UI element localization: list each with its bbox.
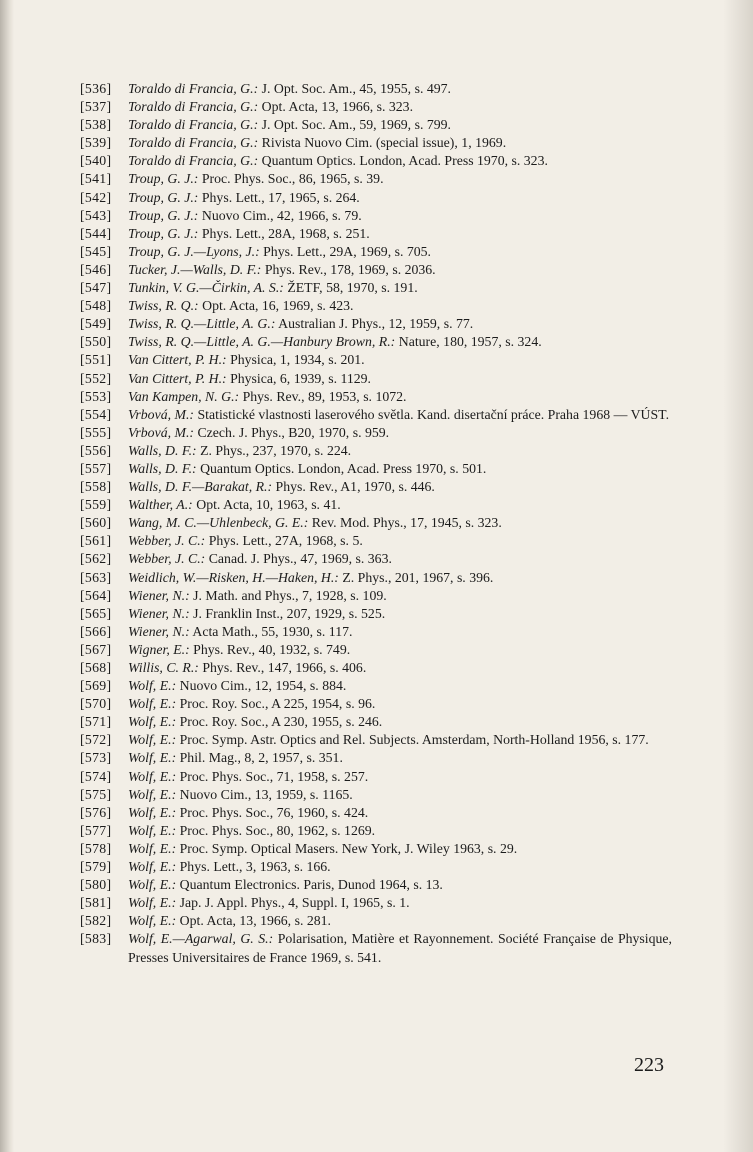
reference-source: Proc. Symp. Optical Masers. New York, J. Wiley 1963, s. 29. <box>176 840 518 856</box>
reference-source: Phys. Lett., 28A, 1968, s. 251. <box>198 225 370 241</box>
reference-text <box>128 134 672 152</box>
reference-text <box>128 677 672 695</box>
reference-number: [551] <box>80 352 112 368</box>
reference-author: Troup, G. J.: <box>128 171 199 187</box>
reference-author: Wolf, E.: <box>128 859 177 875</box>
reference-author: Vrbová, M.: <box>128 406 195 422</box>
reference-number: [573] <box>80 750 112 766</box>
reference-number: [552] <box>80 370 112 386</box>
reference-author: Tunkin, V. G.—Čirkin, A. S.: <box>128 280 284 296</box>
reference-source: Australian J. Phys., 12, 1959, s. 77. <box>275 316 474 332</box>
reference-author: Wolf, E.: <box>128 913 177 929</box>
reference-text <box>128 207 672 225</box>
reference-author: Wolf, E.—Agarwal, G. S.: <box>128 931 274 947</box>
reference-source: Proc. Phys. Soc., 80, 1962, s. 1269. <box>176 822 376 838</box>
reference-list <box>80 80 672 967</box>
reference-text <box>128 786 672 804</box>
reference-entry <box>80 80 672 98</box>
reference-text <box>128 713 672 731</box>
reference-entry <box>80 659 672 677</box>
reference-entry <box>80 894 672 912</box>
reference-source: J. Math. and Phys., 7, 1928, s. 109. <box>189 587 387 603</box>
reference-author: Twiss, R. Q.—Little, A. G.: <box>128 316 276 332</box>
reference-number: [548] <box>80 298 112 314</box>
reference-text <box>128 243 672 261</box>
reference-entry <box>80 207 672 225</box>
reference-number: [570] <box>80 696 112 712</box>
reference-source: Rivista Nuovo Cim. (special issue), 1, 1969. <box>258 135 507 151</box>
reference-entry <box>80 804 672 822</box>
reference-author: Wolf, E.: <box>128 840 177 856</box>
reference-number: [538] <box>80 117 112 133</box>
reference-text <box>128 80 672 98</box>
reference-author: Tucker, J.—Walls, D. F.: <box>128 261 262 277</box>
reference-number: [546] <box>80 261 112 277</box>
reference-number: [560] <box>80 515 112 531</box>
reference-author: Twiss, R. Q.: <box>128 298 199 314</box>
reference-entry <box>80 406 672 424</box>
reference-text <box>128 876 672 894</box>
reference-text <box>128 587 672 605</box>
reference-source: Phil. Mag., 8, 2, 1957, s. 351. <box>176 750 343 766</box>
reference-text <box>128 351 672 369</box>
reference-number: [581] <box>80 895 112 911</box>
reference-text <box>128 659 672 677</box>
reference-entry <box>80 840 672 858</box>
reference-source: Acta Math., 55, 1930, s. 117. <box>189 623 353 639</box>
reference-source: Rev. Mod. Phys., 17, 1945, s. 323. <box>308 515 502 531</box>
reference-entry <box>80 731 672 749</box>
reference-author: Wolf, E.: <box>128 895 177 911</box>
reference-entry <box>80 388 672 406</box>
reference-source: Polarisation, Matière et Rayonnement. Société Française de Physique, Presses Universitaires de France 1969, s. 541. <box>128 931 672 965</box>
reference-number: [571] <box>80 714 112 730</box>
reference-entry <box>80 713 672 731</box>
reference-text <box>128 623 672 641</box>
reference-text <box>128 424 672 442</box>
reference-number: [569] <box>80 678 112 694</box>
reference-number: [544] <box>80 225 112 241</box>
reference-text <box>128 442 672 460</box>
reference-author: Walls, D. F.: <box>128 442 197 458</box>
reference-text <box>128 460 672 478</box>
reference-number: [562] <box>80 551 112 567</box>
reference-text <box>128 279 672 297</box>
reference-entry <box>80 170 672 188</box>
page-shadow-left <box>0 0 14 1152</box>
reference-number: [554] <box>80 406 112 422</box>
reference-number: [545] <box>80 243 112 259</box>
reference-number: [565] <box>80 605 112 621</box>
reference-text <box>128 514 672 532</box>
reference-number: [556] <box>80 442 112 458</box>
reference-text <box>128 225 672 243</box>
reference-source: Quantum Optics. London, Acad. Press 1970, s. 501. <box>196 460 487 476</box>
reference-author: Wolf, E.: <box>128 714 177 730</box>
reference-text <box>128 695 672 713</box>
reference-author: Walls, D. F.: <box>128 460 197 476</box>
reference-source: Opt. Acta, 13, 1966, s. 281. <box>176 913 331 929</box>
reference-text <box>128 731 672 749</box>
reference-source: Phys. Rev., 89, 1953, s. 1072. <box>239 388 407 404</box>
reference-author: Wolf, E.: <box>128 750 177 766</box>
reference-author: Wiener, N.: <box>128 623 190 639</box>
reference-author: Toraldo di Francia, G.: <box>128 135 259 151</box>
reference-entry <box>80 98 672 116</box>
reference-source: J. Franklin Inst., 207, 1929, s. 525. <box>189 605 386 621</box>
reference-entry <box>80 641 672 659</box>
reference-number: [563] <box>80 569 112 585</box>
reference-number: [572] <box>80 732 112 748</box>
reference-author: Van Kampen, N. G.: <box>128 388 240 404</box>
reference-number: [537] <box>80 99 112 115</box>
reference-entry <box>80 695 672 713</box>
reference-text <box>128 478 672 496</box>
reference-number: [583] <box>80 931 112 947</box>
reference-author: Webber, J. C.: <box>128 551 206 567</box>
reference-entry <box>80 460 672 478</box>
reference-author: Weidlich, W.—Risken, H.—Haken, H.: <box>128 569 339 585</box>
reference-entry <box>80 876 672 894</box>
reference-number: [561] <box>80 533 112 549</box>
reference-entry <box>80 786 672 804</box>
reference-number: [559] <box>80 497 112 513</box>
reference-number: [576] <box>80 804 112 820</box>
reference-entry <box>80 677 672 695</box>
reference-entry <box>80 514 672 532</box>
reference-text <box>128 406 672 424</box>
reference-text <box>128 840 672 858</box>
reference-author: Wolf, E.: <box>128 732 177 748</box>
reference-entry <box>80 550 672 568</box>
reference-text <box>128 605 672 623</box>
reference-text <box>128 912 672 930</box>
reference-text <box>128 930 672 966</box>
reference-text <box>128 370 672 388</box>
reference-number: [575] <box>80 786 112 802</box>
page-shadow-right <box>723 0 753 1152</box>
reference-author: Troup, G. J.: <box>128 225 199 241</box>
reference-author: Toraldo di Francia, G.: <box>128 153 259 169</box>
reference-entry <box>80 315 672 333</box>
reference-entry <box>80 569 672 587</box>
reference-entry <box>80 587 672 605</box>
reference-source: Proc. Roy. Soc., A 230, 1955, s. 246. <box>176 714 383 730</box>
reference-author: Van Cittert, P. H.: <box>128 352 227 368</box>
reference-number: [558] <box>80 479 112 495</box>
reference-entry <box>80 261 672 279</box>
reference-number: [549] <box>80 316 112 332</box>
reference-text <box>128 569 672 587</box>
reference-source: Statistické vlastnosti laserového světla. Kand. disertační práce. Praha 1968 — VÚST. <box>194 406 670 422</box>
reference-entry <box>80 189 672 207</box>
reference-number: [540] <box>80 153 112 169</box>
reference-author: Wiener, N.: <box>128 587 190 603</box>
reference-source: Nuovo Cim., 13, 1959, s. 1165. <box>176 786 353 802</box>
reference-text <box>128 388 672 406</box>
reference-source: Physica, 6, 1939, s. 1129. <box>226 370 371 386</box>
reference-author: Wolf, E.: <box>128 678 177 694</box>
reference-author: Troup, G. J.—Lyons, J.: <box>128 243 260 259</box>
reference-source: Proc. Phys. Soc., 71, 1958, s. 257. <box>176 768 369 784</box>
reference-source: Phys. Lett., 3, 1963, s. 166. <box>176 859 331 875</box>
reference-text <box>128 894 672 912</box>
reference-entry <box>80 912 672 930</box>
reference-source: Nature, 180, 1957, s. 324. <box>395 334 542 350</box>
reference-text <box>128 532 672 550</box>
reference-text <box>128 261 672 279</box>
reference-number: [543] <box>80 207 112 223</box>
reference-author: Wolf, E.: <box>128 696 177 712</box>
reference-entry <box>80 749 672 767</box>
reference-author: Wang, M. C.—Uhlenbeck, G. E.: <box>128 515 309 531</box>
reference-number: [568] <box>80 660 112 675</box>
reference-text <box>128 170 672 188</box>
reference-author: Walther, A.: <box>128 497 193 513</box>
reference-source: Phys. Lett., 27A, 1968, s. 5. <box>205 533 363 549</box>
reference-source: Phys. Lett., 17, 1965, s. 264. <box>198 189 360 205</box>
reference-source: Jap. J. Appl. Phys., 4, Suppl. I, 1965, s. 1. <box>176 895 410 911</box>
reference-source: Quantum Electronics. Paris, Dunod 1964, s. 13. <box>176 877 443 893</box>
reference-number: [578] <box>80 840 112 856</box>
reference-source: Proc. Phys. Soc., 76, 1960, s. 424. <box>176 804 369 820</box>
reference-source: Proc. Symp. Astr. Optics and Rel. Subjects. Amsterdam, North-Holland 1956, s. 177. <box>176 732 649 748</box>
reference-source: Opt. Acta, 13, 1966, s. 323. <box>258 99 414 115</box>
reference-number: [577] <box>80 822 112 838</box>
reference-text <box>128 822 672 840</box>
reference-entry <box>80 768 672 786</box>
reference-number: [580] <box>80 877 112 893</box>
reference-number: [567] <box>80 641 112 657</box>
reference-entry <box>80 297 672 315</box>
reference-text <box>128 98 672 116</box>
reference-author: Toraldo di Francia, G.: <box>128 117 259 133</box>
reference-author: Toraldo di Francia, G.: <box>128 99 259 115</box>
reference-number: [579] <box>80 859 112 875</box>
reference-entry <box>80 116 672 134</box>
reference-author: Wolf, E.: <box>128 768 177 784</box>
reference-number: [564] <box>80 587 112 603</box>
reference-entry <box>80 424 672 442</box>
reference-author: Wolf, E.: <box>128 786 177 802</box>
reference-entry <box>80 351 672 369</box>
reference-text <box>128 749 672 767</box>
reference-author: Walls, D. F.—Barakat, R.: <box>128 479 273 495</box>
reference-entry <box>80 478 672 496</box>
reference-source: Z. Phys., 201, 1967, s. 396. <box>338 569 494 585</box>
reference-number: [574] <box>80 768 112 784</box>
reference-author: Troup, G. J.: <box>128 189 199 205</box>
reference-number: [547] <box>80 280 112 296</box>
reference-text <box>128 189 672 207</box>
reference-source: Opt. Acta, 16, 1969, s. 423. <box>198 298 354 314</box>
reference-entry <box>80 532 672 550</box>
reference-text <box>128 152 672 170</box>
reference-author: Twiss, R. Q.—Little, A. G.—Hanbury Brown, R.: <box>128 334 396 350</box>
reference-author: Wiener, N.: <box>128 605 190 621</box>
reference-number: [550] <box>80 334 112 350</box>
reference-entry <box>80 279 672 297</box>
reference-text <box>128 333 672 351</box>
reference-author: Wigner, E.: <box>128 641 190 657</box>
reference-text <box>128 550 672 568</box>
reference-source: Czech. J. Phys., B20, 1970, s. 959. <box>194 424 390 440</box>
reference-number: [582] <box>80 913 112 929</box>
reference-number: [553] <box>80 388 112 404</box>
reference-number: [542] <box>80 189 112 205</box>
reference-author: Toraldo di Francia, G.: <box>128 81 259 96</box>
reference-entry <box>80 496 672 514</box>
reference-source: Quantum Optics. London, Acad. Press 1970, s. 323. <box>258 153 548 169</box>
reference-number: [557] <box>80 460 112 476</box>
reference-source: Phys. Rev., A1, 1970, s. 446. <box>272 479 435 495</box>
reference-author: Van Cittert, P. H.: <box>128 370 227 386</box>
reference-entry <box>80 243 672 261</box>
reference-entry <box>80 858 672 876</box>
reference-author: Troup, G. J.: <box>128 207 199 223</box>
reference-source: Phys. Lett., 29A, 1969, s. 705. <box>259 243 432 259</box>
reference-source: Phys. Rev., 147, 1966, s. 406. <box>198 660 367 675</box>
reference-entry <box>80 134 672 152</box>
reference-text <box>128 496 672 514</box>
reference-source: Phys. Rev., 178, 1969, s. 2036. <box>261 261 436 277</box>
reference-text <box>128 297 672 315</box>
reference-author: Wolf, E.: <box>128 822 177 838</box>
reference-source: ŽETF, 58, 1970, s. 191. <box>283 280 418 296</box>
reference-text <box>128 116 672 134</box>
reference-author: Willis, C. R.: <box>128 660 199 675</box>
reference-source: J. Opt. Soc. Am., 45, 1955, s. 497. <box>258 81 451 96</box>
reference-entry <box>80 822 672 840</box>
reference-source: Z. Phys., 237, 1970, s. 224. <box>196 442 352 458</box>
reference-text <box>128 858 672 876</box>
page-number: 223 <box>634 1054 664 1076</box>
reference-text <box>128 768 672 786</box>
reference-entry <box>80 442 672 460</box>
reference-entry <box>80 930 672 966</box>
reference-entry <box>80 333 672 351</box>
reference-author: Wolf, E.: <box>128 877 177 893</box>
reference-source: Proc. Phys. Soc., 86, 1965, s. 39. <box>198 171 384 187</box>
reference-text <box>128 315 672 333</box>
reference-entry <box>80 152 672 170</box>
reference-number: [536] <box>80 81 112 96</box>
reference-source: Proc. Roy. Soc., A 225, 1954, s. 96. <box>176 696 376 712</box>
reference-source: J. Opt. Soc. Am., 59, 1969, s. 799. <box>258 117 451 133</box>
reference-number: [541] <box>80 171 112 187</box>
reference-author: Vrbová, M.: <box>128 424 195 440</box>
reference-source: Physica, 1, 1934, s. 201. <box>226 352 365 368</box>
reference-source: Nuovo Cim., 12, 1954, s. 884. <box>176 678 347 694</box>
reference-author: Webber, J. C.: <box>128 533 206 549</box>
reference-source: Canad. J. Phys., 47, 1969, s. 363. <box>205 551 392 567</box>
reference-entry <box>80 605 672 623</box>
reference-number: [566] <box>80 623 112 639</box>
reference-entry <box>80 225 672 243</box>
reference-text <box>128 641 672 659</box>
reference-source: Opt. Acta, 10, 1963, s. 41. <box>192 497 341 513</box>
reference-entry <box>80 370 672 388</box>
reference-number: [539] <box>80 135 112 151</box>
reference-source: Nuovo Cim., 42, 1966, s. 79. <box>198 207 362 223</box>
reference-author: Wolf, E.: <box>128 804 177 820</box>
reference-text <box>128 804 672 822</box>
reference-entry <box>80 623 672 641</box>
reference-number: [555] <box>80 424 112 440</box>
reference-source: Phys. Rev., 40, 1932, s. 749. <box>189 641 351 657</box>
